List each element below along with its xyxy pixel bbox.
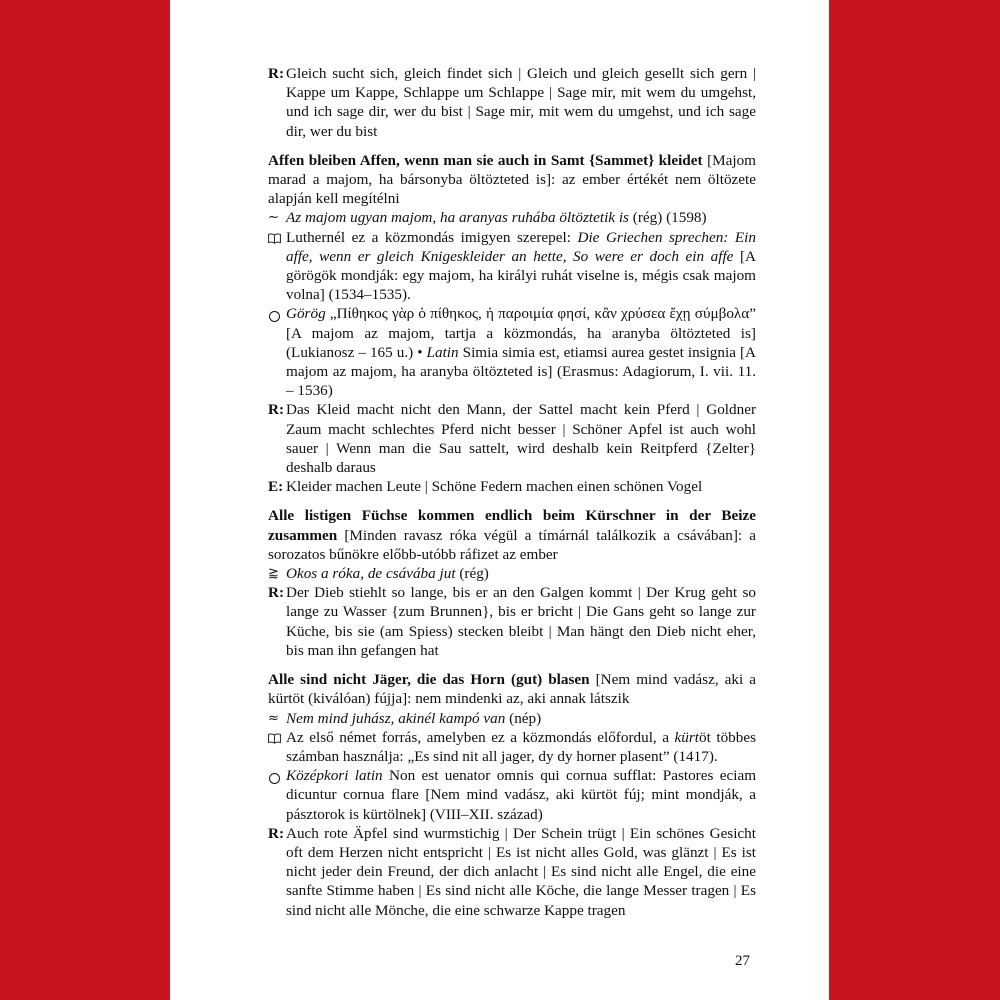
english-equivalents-line bbox=[268, 477, 756, 496]
variant-line bbox=[268, 564, 756, 583]
german-equivalents-line bbox=[268, 583, 756, 660]
entry-affen bbox=[268, 151, 756, 497]
source-note-translation: [A görögök mondják: egy majom, ha királyi ruhát viselne is, mégis csak majom volna] (1534–1535). bbox=[286, 247, 757, 304]
proverb-headword: Alle sind nicht Jäger, die das Horn (gut) blasen bbox=[268, 671, 590, 689]
variant-line bbox=[268, 709, 756, 728]
proverb-headword: Alle listigen Füchse kommen endlich beim Kürschner in der Beize zusammen bbox=[268, 507, 756, 544]
source-note-quote: kürt bbox=[674, 728, 699, 746]
origin-text: „Πίθηκος γὰρ ὁ πίθηκος, ἡ παροιμία φησί, κἂν χρύσεα ἔχῃ σύμβολα” [A majom az majom, tartja a közmondás, ha aranyba öltözteted is] (Lukianosz – 165 u.) • bbox=[286, 305, 756, 361]
approx-marker: ≈ bbox=[268, 710, 279, 726]
page-number: 27 bbox=[735, 953, 750, 969]
page-content bbox=[268, 64, 756, 930]
variant-text: Okos a róka, de csávába jut bbox=[286, 565, 456, 583]
proverb-headword: Affen bleiben Affen, wenn man sie auch in Samt {Sammet} kleidet bbox=[268, 151, 703, 169]
r-marker: R: bbox=[268, 401, 285, 419]
e-marker: E: bbox=[268, 478, 284, 496]
origin-language-2: Latin bbox=[426, 343, 459, 361]
english-equivalents-text: Kleider machen Leute | Schöne Federn machen einen schönen Vogel bbox=[286, 478, 703, 496]
variant-text: Nem mind juhász, akinél kampó van bbox=[286, 709, 506, 727]
proverb-gloss: [Majom marad a majom, ha bársonyba öltözteted is]: az ember értékét nem öltözete alapján kell megítélni bbox=[268, 151, 756, 208]
entry-jaeger bbox=[268, 670, 756, 920]
origin-text-2: Simia simia est, etiamsi aurea gestet insignia [A majom az majom, ha aranyba öltözteted is] (Erasmus: Adagiorum, I. vii. 11. – 1536) bbox=[286, 343, 756, 400]
entry-fuechse bbox=[268, 506, 756, 660]
origin-line bbox=[268, 304, 756, 400]
german-equivalents-text: Auch rote Äpfel sind wurmstichig | Der Schein trügt | Ein schönes Gesicht oft dem Herzen nicht entspricht | Es ist nicht alles Gold, was glänzt | Es ist nicht jeder dein Freund, der dich anlacht | Es sind nicht alle Engel, die eine sanfte Stimme haben | Es sind nicht alle Köche, die lange Messer tragen | Es sind nicht alle Mönche, die eine schwarze Kappe tragen bbox=[286, 824, 756, 919]
source-note-text: Luthernél ez a közmondás imigyen szerepel: bbox=[286, 228, 578, 246]
variant-text: Az majom ugyan majom, ha aranyas ruhába öltöztetik is bbox=[286, 209, 629, 227]
german-equivalents-line bbox=[268, 824, 756, 920]
r-marker: R: bbox=[268, 584, 285, 602]
source-note-line bbox=[268, 228, 756, 305]
origin-language: Görög bbox=[286, 305, 326, 323]
origin-line bbox=[268, 766, 756, 824]
german-equivalents-text: Das Kleid macht nicht den Mann, der Sattel macht kein Pferd | Goldner Zaum macht schlechtes Pferd nicht besser | Schöner Apfel ist auch wohl sauer | Wenn man die Sau sattelt, wird deshalb kein Reitpferd {Zelter} deshalb daraus bbox=[286, 401, 756, 477]
approx-ge-marker: ⪆ bbox=[268, 566, 279, 582]
german-equivalents-text: Gleich sucht sich, gleich findet sich | Gleich und gleich gesellt sich gern | Kappe um Kappe, Schlappe um Schlappe | Sage mir, mit wem du umgehst, und ich sage dir, wer du bist | Sage mir, mit wem du umgehst, und ich sage dir, wer du bist bbox=[286, 65, 756, 140]
proverb-gloss: [Minden ravasz róka végül a tímárnál találkozik a csávában]: a sorozatos bűnökre előbb-utóbb ráfizet az ember bbox=[268, 526, 756, 563]
german-equivalents-text: Der Dieb stiehlt so lange, bis er an den Galgen kommt | Der Krug geht so lange zu Wasser {zum Brunnen}, bis er bricht | Die Gans geht so lange zur Küche, bis sie (am Spiess) stecken bleibt | Man hängt den Dieb nicht eher, bis man ihn gefangen hat bbox=[286, 584, 756, 659]
origin-text: Non est uenator omnis qui cornua sufflat: Pastores eciam dicuntur cornua flare [Nem mind vadász, aki kürtöt fúj; mint mondják, a pásztorok is kürtölnek] (VIII–XII. század) bbox=[286, 767, 757, 823]
open-book-icon bbox=[268, 228, 286, 247]
german-equivalents-line bbox=[268, 400, 756, 477]
entry-heading bbox=[268, 670, 756, 708]
origin-language: Középkori latin bbox=[286, 767, 383, 785]
source-note-translation: öt többes számban használja: „Es sind nit all jager, dy dy horner plasent” (1417). bbox=[286, 728, 757, 765]
variant-source: (nép) bbox=[505, 709, 542, 727]
variant-source: (rég) bbox=[455, 565, 489, 583]
entry-heading bbox=[268, 506, 756, 564]
open-book-icon bbox=[268, 728, 286, 747]
source-note-quote: Die Griechen sprechen: Ein affe, wenn er gleich Knigeskleider an hette, So were er doch ein affe bbox=[286, 228, 756, 265]
tilde-marker: ~ bbox=[268, 210, 279, 226]
entry-heading bbox=[268, 151, 756, 209]
variant-line bbox=[268, 208, 756, 227]
entry-gleich bbox=[268, 64, 756, 141]
circle-icon bbox=[268, 304, 286, 323]
r-marker: R: bbox=[268, 824, 285, 842]
source-note-line bbox=[268, 728, 756, 766]
variant-source: (rég) (1598) bbox=[628, 209, 707, 227]
proverb-gloss: [Nem mind vadász, aki a kürtöt (kiválóan) fújja]: nem mindenki az, aki annak látszik bbox=[268, 671, 756, 708]
german-equivalents-line bbox=[268, 64, 756, 141]
circle-icon bbox=[268, 766, 286, 785]
book-page bbox=[170, 0, 829, 1000]
r-marker: R: bbox=[268, 65, 285, 82]
source-note-text: Az első német forrás, amelyben ez a közmondás előfordul, a bbox=[286, 728, 675, 746]
